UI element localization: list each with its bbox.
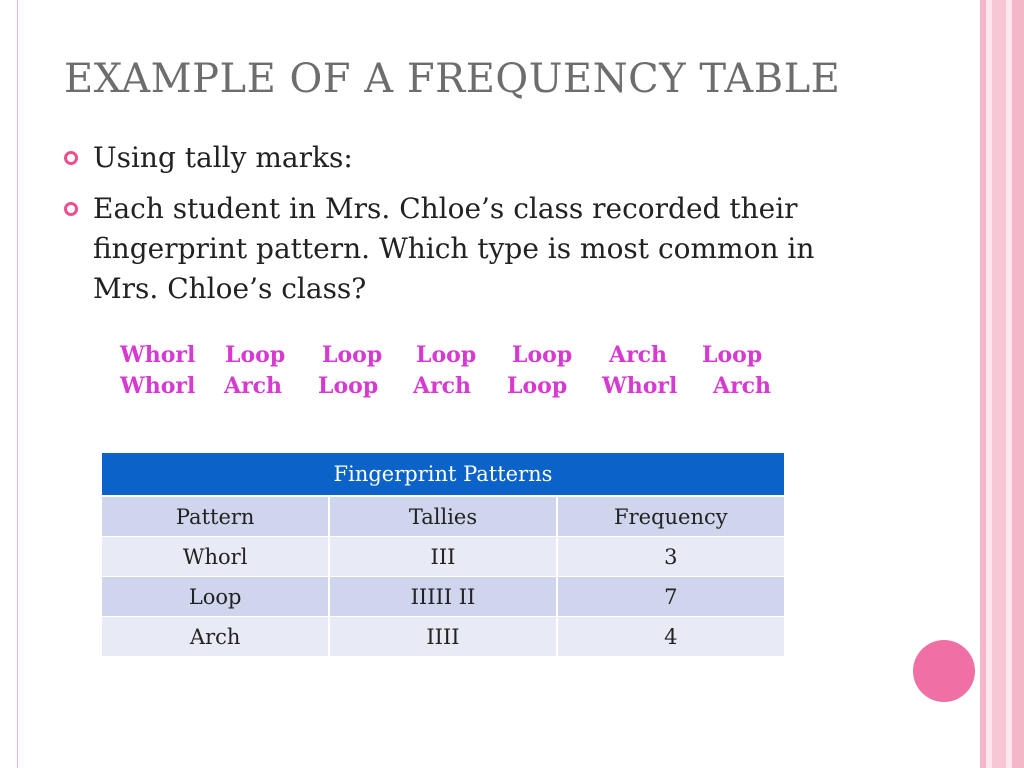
frequency-cell: 4 xyxy=(557,617,784,657)
frequency-cell: 7 xyxy=(557,577,784,617)
tallies-cell: IIII xyxy=(329,617,556,657)
pattern-list xyxy=(120,340,800,402)
pattern-word: Loop xyxy=(702,342,763,368)
pattern-cell: Whorl xyxy=(102,537,329,577)
column-header: Frequency xyxy=(557,496,784,537)
pattern-word: Arch xyxy=(713,373,772,399)
pattern-word: Loop xyxy=(318,373,379,399)
pattern-word: Loop xyxy=(322,342,383,368)
pattern-row xyxy=(120,340,800,371)
bullet-item xyxy=(64,138,884,178)
bullet-text: Using tally marks: xyxy=(93,141,353,174)
pattern-cell: Arch xyxy=(102,617,329,657)
pattern-word: Loop xyxy=(507,373,568,399)
frequency-table xyxy=(102,453,784,656)
decor-stripe xyxy=(1012,0,1024,768)
pattern-word: Arch xyxy=(224,373,283,399)
bullet-ring-icon xyxy=(64,202,78,216)
pattern-row xyxy=(120,371,800,402)
bullet-text: Each student in Mrs. Chloe’s class recorded their fingerprint pattern. Which type is most common in Mrs. Chloe’s class? xyxy=(93,192,815,305)
table-row xyxy=(102,537,784,577)
slide-title: EXAMPLE OF A FREQUENCY TABLE xyxy=(64,56,841,102)
pattern-word: Loop xyxy=(416,342,477,368)
pattern-word: Arch xyxy=(413,373,472,399)
decor-circle xyxy=(913,640,975,702)
pattern-word: Loop xyxy=(512,342,573,368)
frequency-cell: 3 xyxy=(557,537,784,577)
bullet-item xyxy=(64,189,884,309)
pattern-word: Loop xyxy=(225,342,286,368)
pattern-word: Whorl xyxy=(120,373,196,399)
tallies-cell: IIIII II xyxy=(329,577,556,617)
decor-stripe xyxy=(992,0,1006,768)
table-title: Fingerprint Patterns xyxy=(102,453,784,496)
column-header: Tallies xyxy=(329,496,556,537)
table-row xyxy=(102,577,784,617)
pattern-cell: Loop xyxy=(102,577,329,617)
pattern-word: Whorl xyxy=(602,373,678,399)
table-header-row xyxy=(102,496,784,537)
bullet-list xyxy=(64,138,884,320)
bullet-ring-icon xyxy=(64,151,78,165)
column-header: Pattern xyxy=(102,496,329,537)
slide-left-frame xyxy=(0,0,18,768)
pattern-word: Arch xyxy=(609,342,668,368)
tallies-cell: III xyxy=(329,537,556,577)
pattern-word: Whorl xyxy=(120,342,196,368)
table-row xyxy=(102,617,784,657)
